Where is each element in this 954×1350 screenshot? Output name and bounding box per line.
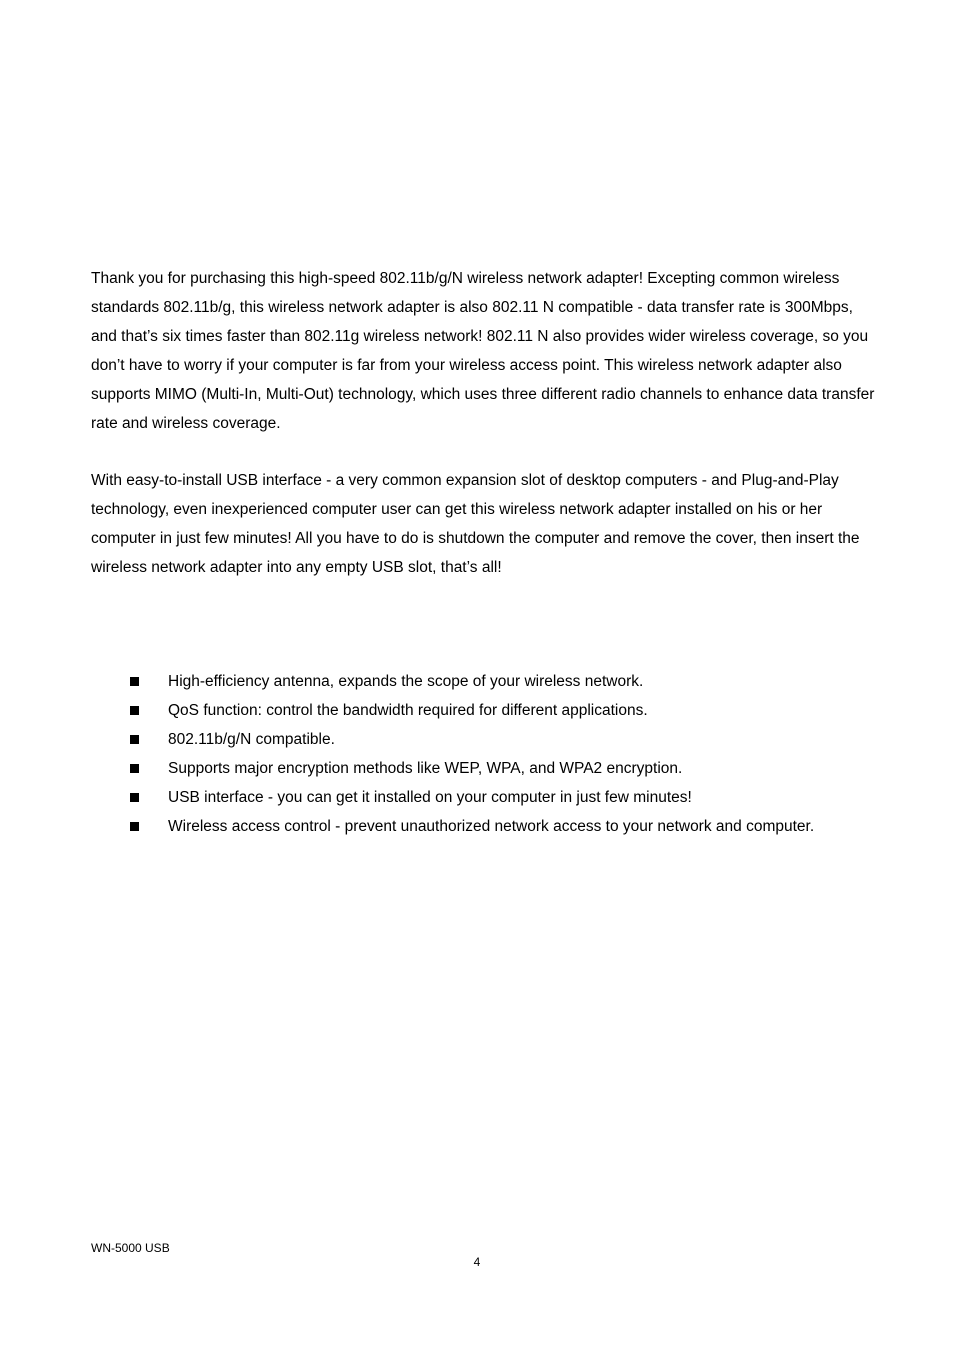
square-bullet-icon [130, 706, 139, 715]
installation-paragraph: With easy-to-install USB interface - a very common expansion slot of desktop computers - and Plug-and-Play technology, even inexperienced computer user can get this wireless network adapter installed on his or her computer in just few minutes! All you have to do is shutdown the computer and remove the cover, then insert the wireless network adapter into any empty USB slot, that’s all! [91, 472, 860, 576]
list-item [130, 754, 910, 783]
list-item [130, 667, 910, 696]
square-bullet-icon [130, 822, 139, 831]
square-bullet-icon [130, 735, 139, 744]
feature-text: High-efficiency antenna, expands the scope of your wireless network. [168, 673, 644, 690]
list-item [130, 812, 910, 841]
page-number: 4 [473, 1255, 481, 1269]
intro-paragraph: Thank you for purchasing this high-speed 802.11b/g/N wireless network adapter! Excepting common wireless standards 802.11b/g, this wireless network adapter is also 802.11 N compatible - data transfer rate is 300Mbps, and that’s six times faster than 802.11g wireless network! 802.11 N also provides wider wireless coverage, so you don’t have to worry if your computer is far from your wireless access point. This wireless network adapter also supports MIMO (Multi-In, Multi-Out) technology, which uses three different radio channels to enhance data transfer rate and wireless coverage. [91, 270, 875, 432]
feature-text: Supports major encryption methods like WEP, WPA, and WPA2 encryption. [168, 760, 683, 777]
list-item [130, 725, 910, 754]
feature-text: USB interface - you can get it installed on your computer in just few minutes! [168, 789, 692, 806]
feature-text: 802.11b/g/N compatible. [168, 731, 335, 748]
feature-list [130, 667, 910, 841]
footer-model-name: WN-5000 USB [91, 1241, 170, 1255]
feature-text: QoS function: control the bandwidth required for different applications. [168, 702, 648, 719]
square-bullet-icon [130, 764, 139, 773]
square-bullet-icon [130, 793, 139, 802]
list-item [130, 783, 910, 812]
square-bullet-icon [130, 677, 139, 686]
list-item [130, 696, 910, 725]
feature-text: Wireless access control - prevent unauthorized network access to your network and computer. [168, 818, 815, 835]
